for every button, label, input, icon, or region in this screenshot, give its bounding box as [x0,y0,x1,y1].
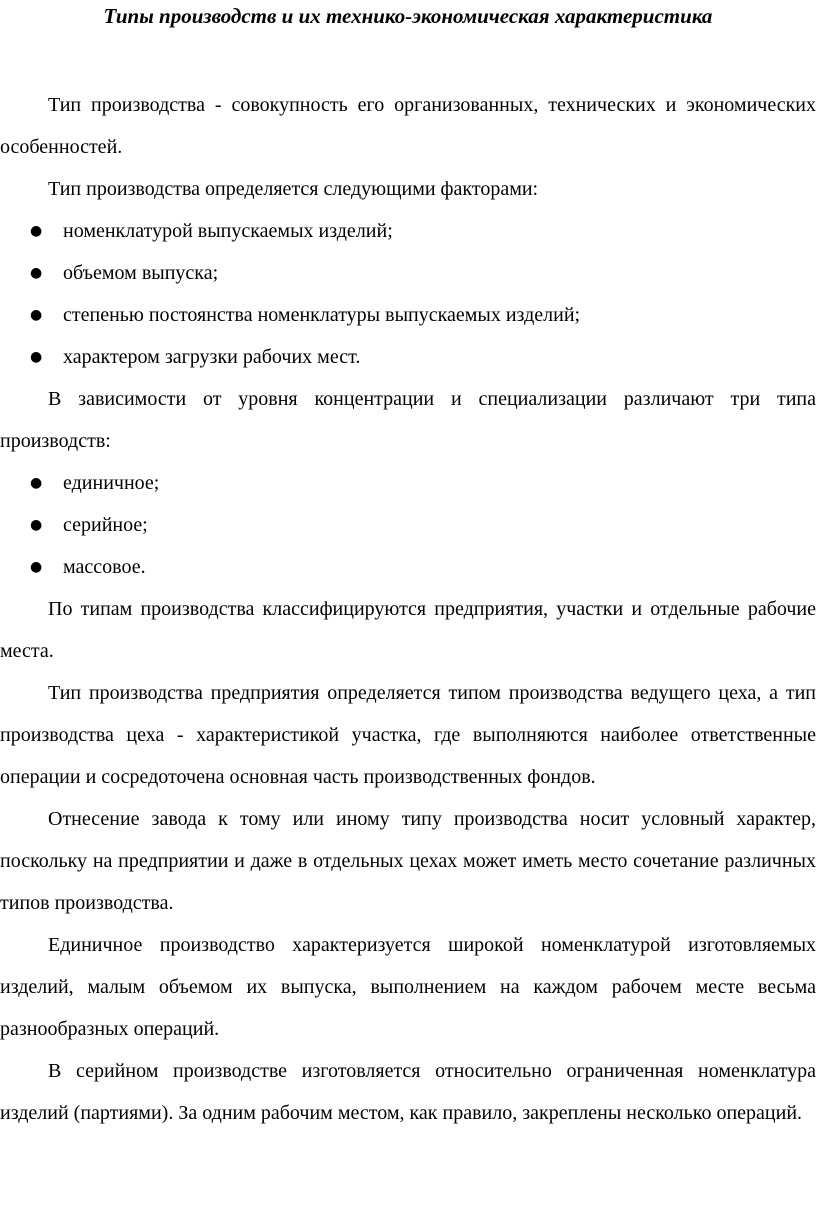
paragraph-classification: По типам производства классифицируются предприятия, участки и отдельные рабочие места. [0,598,816,662]
list-item [0,252,816,294]
paragraph-conditional: Отнесение завода к тому или иному типу производства носит условный характер, поскольку на предприятии и даже в отдельных цехах может иметь место сочетание различных типов производства. [0,808,816,914]
list-item [0,462,816,504]
paragraph-single-production: Единичное производство характеризуется широкой номенклатурой изготовляемых изделий, малым объемом их выпуска, выполнением на каждом рабочем месте весьма разнообразных операций. [0,934,816,1040]
paragraph-factors-intro: Тип производства определяется следующими факторами: [48,178,539,200]
list-item [0,504,816,546]
list-item-text: серийное; [63,514,148,536]
bullet-icon: ● [30,349,43,365]
types-list [0,462,816,588]
bullet-icon: ● [30,307,43,323]
paragraph-serial-production: В серийном производстве изготовляется относительно ограниченная номенклатура изделий (партиями). За одним рабочим местом, как правило, закреплены несколько операций. [0,1060,816,1124]
list-item-text: массовое. [63,556,146,578]
bullet-icon: ● [30,475,43,491]
list-item-text: объемом выпуска; [63,262,219,284]
factors-list [0,210,816,378]
list-item-text: характером загрузки рабочих мест. [63,346,361,368]
bullet-icon: ● [30,517,43,533]
list-item [0,210,816,252]
list-item [0,294,816,336]
paragraph-definition: Тип производства - совокупность его организованных, технических и экономических особенностей. [0,94,816,158]
paragraph-types-intro: В зависимости от уровня концентрации и специализации различают три типа производств: [0,388,816,452]
list-item-text: степенью постоянства номенклатуры выпускаемых изделий; [63,304,581,326]
list-item-text: единичное; [63,472,160,494]
list-item-text: номенклатурой выпускаемых изделий; [63,220,393,242]
document-title: Типы производств и их технико-экономическая характеристика [103,4,713,28]
list-item [0,546,816,588]
bullet-icon: ● [30,265,43,281]
list-item [0,336,816,378]
paragraph-enterprise-type: Тип производства предприятия определяется типом производства ведущего цеха, а тип производства цеха - характеристикой участка, где выполняются наиболее ответственные операции и сосредоточена основная часть производственных фондов. [0,682,816,788]
document-body [0,84,816,1134]
bullet-icon: ● [30,559,43,575]
bullet-icon: ● [30,223,43,239]
